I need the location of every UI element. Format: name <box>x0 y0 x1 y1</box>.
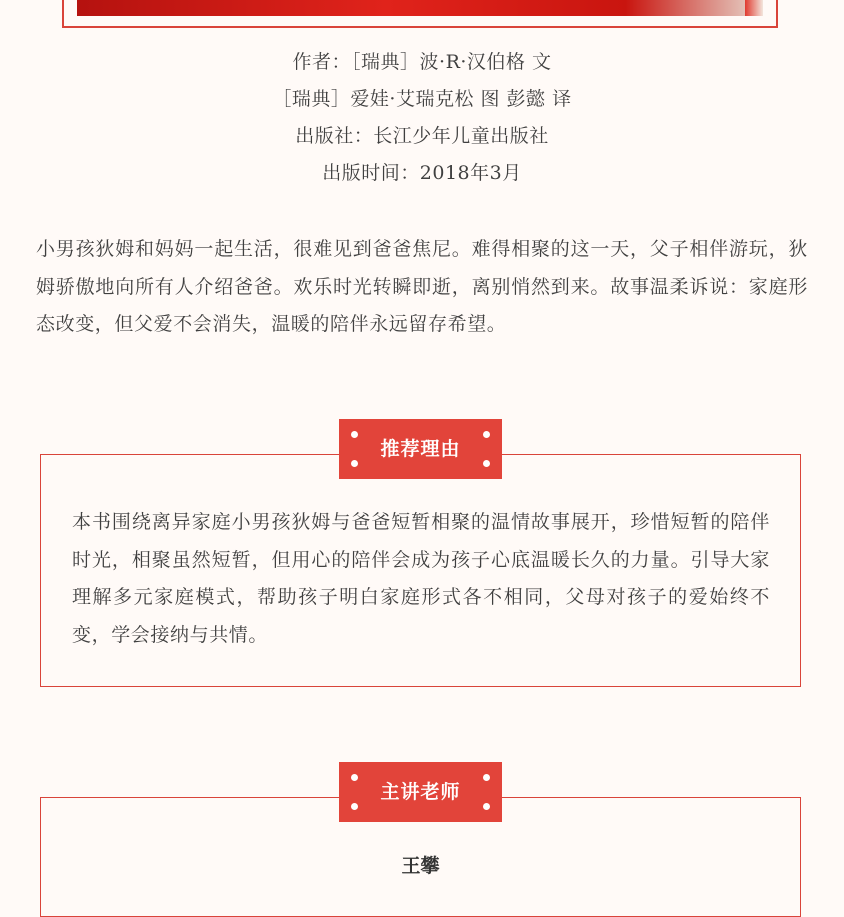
decor-dot <box>483 431 490 438</box>
book-intro: 小男孩狄姆和妈妈一起生活，很难见到爸爸焦尼。难得相聚的这一天，父子相伴游玩，狄姆骄傲地向所有人介绍爸爸。欢乐时光转瞬即逝，离别悄然到来。故事温柔诉说：家庭形态改变，但父爱不会消失，温暖的陪伴永远留存希望。 <box>36 238 808 335</box>
book-cover-frame <box>62 0 778 28</box>
book-meta <box>0 44 844 192</box>
decor-dot <box>351 460 358 467</box>
reason-section-tag <box>339 419 502 479</box>
reason-section <box>40 454 801 687</box>
publish-date-line: 出版时间：2018年3月 <box>322 162 522 184</box>
teacher-section-tag <box>339 762 502 822</box>
decor-dot <box>351 803 358 810</box>
reason-text: 本书围绕离异家庭小男孩狄姆与爸爸短暂相聚的温情故事展开，珍惜短暂的陪伴时光，相聚虽然短暂，但用心的陪伴会成为孩子心底温暖长久的力量。引导大家理解多元家庭模式，帮助孩子明白家庭形式各不相同，父母对孩子的爱始终不变，学会接纳与共情。 <box>72 511 770 646</box>
teacher-section-title: 主讲老师 <box>380 781 461 803</box>
publisher-line: 出版社：长江少年儿童出版社 <box>295 125 549 147</box>
decor-dot <box>351 431 358 438</box>
illustrator-line: ［瑞典］爱娃·艾瑞克松 图 彭懿 译 <box>272 88 572 110</box>
decor-dot <box>483 803 490 810</box>
author-line: 作者：［瑞典］波·R·汉伯格 文 <box>292 51 552 73</box>
decor-dot <box>483 460 490 467</box>
decor-dot <box>483 774 490 781</box>
book-cover-image <box>77 0 763 16</box>
teacher-name: 王攀 <box>401 855 440 877</box>
reason-section-title: 推荐理由 <box>380 438 461 460</box>
decor-dot <box>351 774 358 781</box>
